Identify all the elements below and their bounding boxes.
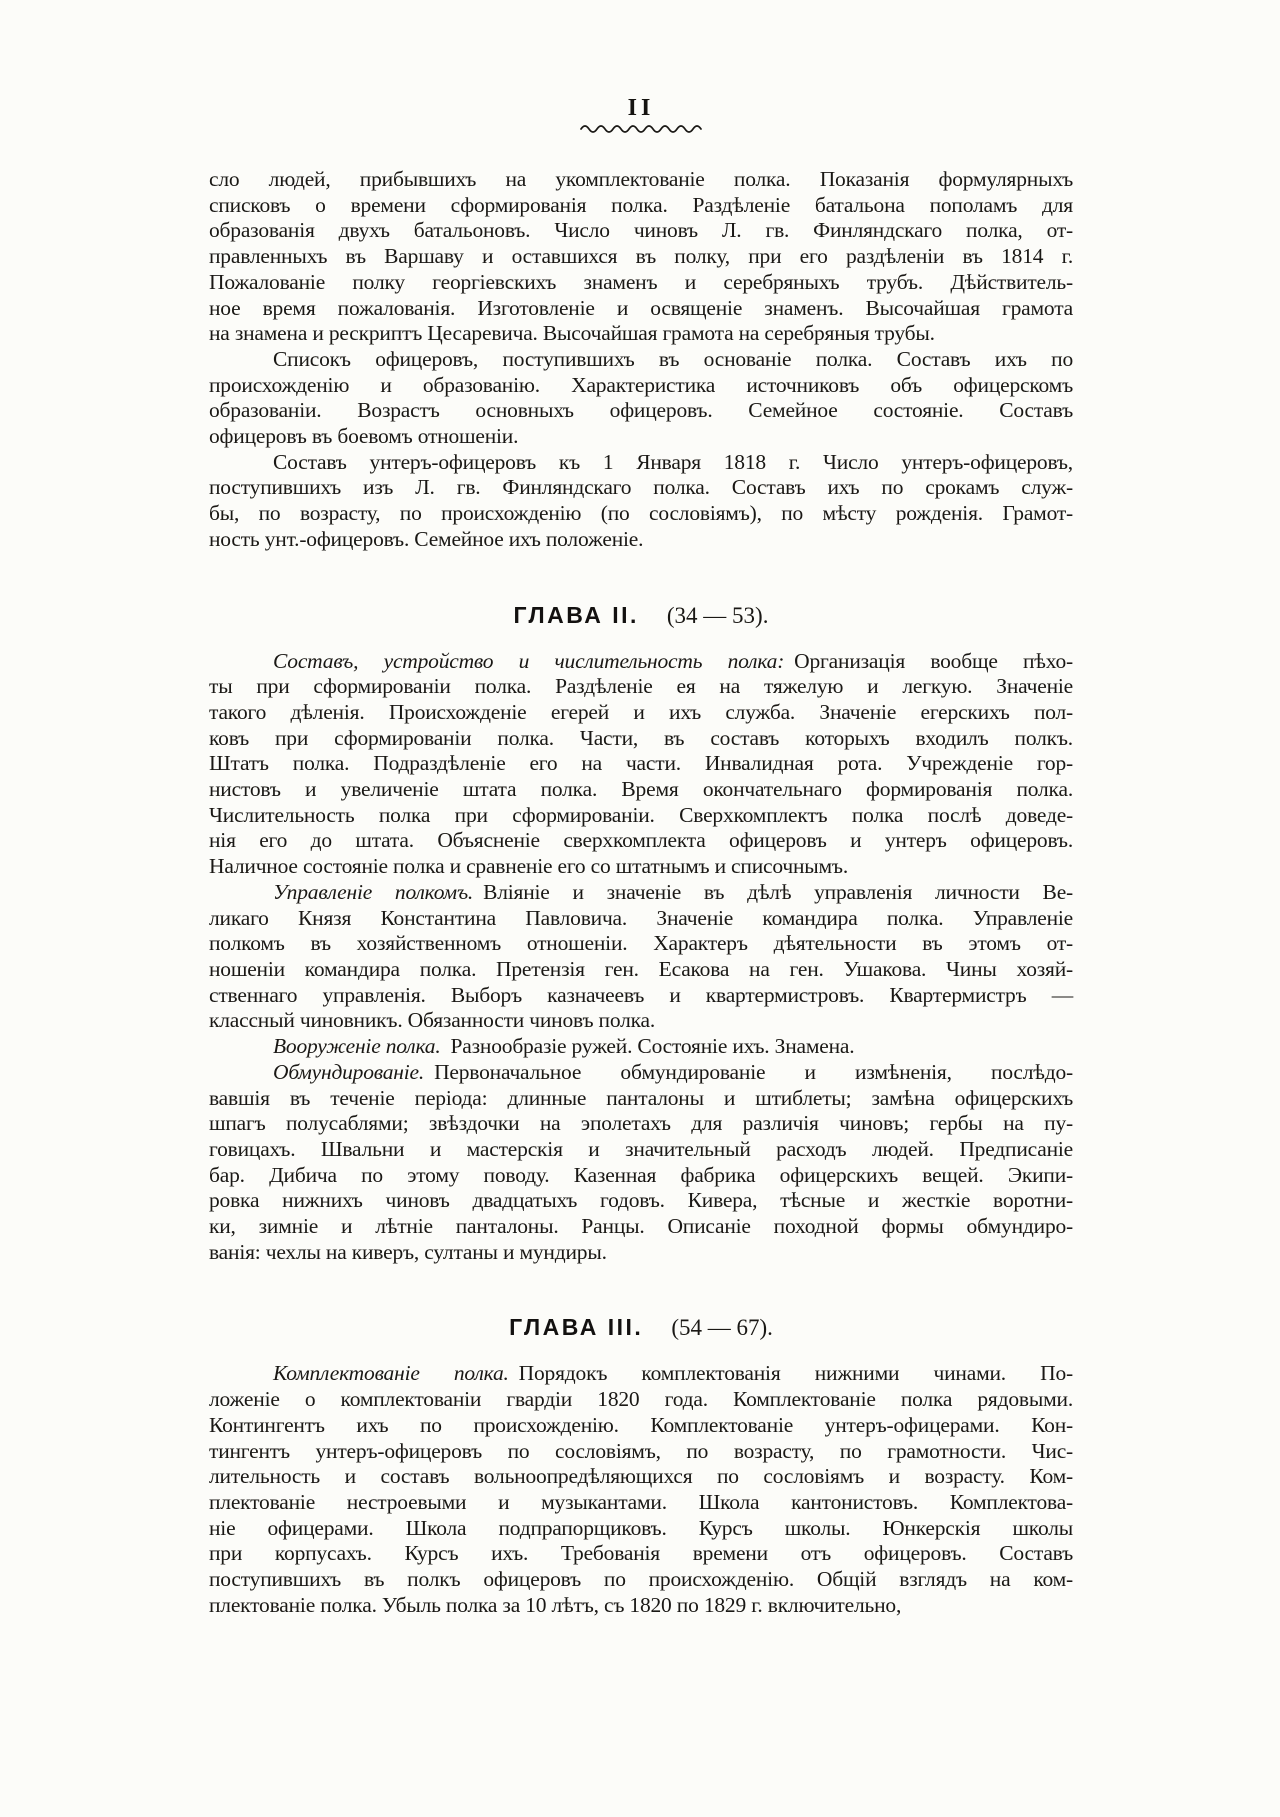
text-line: сло людей, прибывшихъ на укомплектованіе полка. Показанія формулярныхъ	[209, 167, 1073, 191]
text-segment: Вліяніе и значеніе въ дѣлѣ управленія личности Ве-	[483, 879, 1073, 904]
page-content	[209, 167, 1073, 1618]
chapter-page-range: (54 — 67).	[671, 1315, 773, 1341]
text-line: ванія: чехлы на киверъ, султаны и мундиры.	[209, 1239, 607, 1264]
italic-topic-lead: Составъ, устройство и числительность полка:	[273, 648, 785, 673]
paragraph	[209, 880, 1073, 1034]
text-line: ковъ при сформированіи полка. Части, въ составъ которыхъ входилъ полкъ.	[209, 725, 1073, 750]
text-line	[209, 649, 1073, 675]
chapter-heading-label: ГЛАВА II.	[513, 601, 639, 628]
text-line: Наличное состояніе полка и сравненіе его со штатнымъ и списочнымъ.	[209, 854, 849, 879]
text-line	[209, 1361, 1073, 1387]
chapter-heading	[209, 1311, 1073, 1344]
paragraph	[209, 1361, 1073, 1618]
text-line: говицахъ. Швальни и мастерскія и значительный расходъ людей. Предписаніе	[209, 1136, 1073, 1161]
wavy-divider	[579, 123, 703, 133]
text-line: классный чиновникъ. Обязанности чиновъ полка.	[209, 1008, 656, 1033]
text-line: тингентъ унтеръ-офицеровъ по сословіямъ, по возрасту, по грамотности. Чис-	[209, 1438, 1073, 1463]
text-line: Составъ унтеръ-офицеровъ къ 1 Января 1818 г. Число унтеръ-офицеровъ,	[273, 449, 1073, 474]
text-line	[209, 880, 1073, 906]
text-line: происхожденію и образованію. Характеристика источниковъ объ офицерскомъ	[209, 372, 1073, 397]
text-line: плектованіе полка. Убыль полка за 10 лѣтъ, съ 1820 по 1829 г. включительно,	[209, 1592, 902, 1617]
text-segment: Организація вообще пѣхо-	[794, 648, 1073, 673]
italic-topic-lead: Управленіе полкомъ.	[273, 879, 474, 904]
italic-topic-lead: Вооруженіе полка.	[273, 1034, 441, 1059]
text-line: бар. Дибича по этому поводу. Казенная фабрика офицерскихъ вещей. Экипи-	[209, 1162, 1073, 1187]
text-line: ное время пожалованія. Изготовленіе и освященіе знаменъ. Высочайшая грамота	[209, 295, 1073, 320]
text-line: ношеніи командира полка. Претензія ген. Есакова на ген. Ушакова. Чины хозяй-	[209, 956, 1073, 981]
text-line	[209, 1060, 1073, 1086]
paragraph	[209, 347, 1073, 450]
text-line: образованіи. Возрастъ основныхъ офицеровъ. Семейное состояніе. Составъ	[209, 398, 1073, 423]
text-line: на знамена и рескриптъ Цесаревича. Высочайшая грамота на серебряныя трубы.	[209, 321, 935, 346]
text-line: ность унт.-офицеровъ. Семейное ихъ положеніе.	[209, 526, 644, 551]
text-line: ложеніе о комплектованіи гвардіи 1820 года. Комплектованіе полка рядовыми.	[209, 1387, 1073, 1412]
text-line: ликаго Князя Константина Павловича. Значеніе командира полка. Управленіе	[209, 905, 1073, 930]
text-line: поступившихъ въ полкъ офицеровъ по происхожденію. Общій взглядъ на ком-	[209, 1567, 1073, 1592]
text-segment: Порядокъ комплектованія нижними чинами. По-	[518, 1361, 1073, 1386]
paragraph	[209, 450, 1073, 553]
text-line: Контингентъ ихъ по происхожденію. Комплектованіе унтеръ-офицерами. Кон-	[209, 1412, 1073, 1437]
text-line: офицеровъ въ боевомъ отношеніи.	[209, 424, 519, 449]
text-line: при корпусахъ. Курсъ ихъ. Требованія времени отъ офицеровъ. Составъ	[209, 1541, 1073, 1566]
text-line: списковъ о времени сформированія полка. Раздѣленіе батальона пополамъ для	[209, 192, 1073, 217]
text-line: плектованіе нестроевыми и музыкантами. Школа кантонистовъ. Комплектова-	[209, 1489, 1073, 1514]
paragraph	[209, 1060, 1073, 1266]
text-line: вавшія въ теченіе періода: длинные панталоны и штиблеты; замѣна офицерскихъ	[209, 1085, 1073, 1110]
text-line: Числительность полка при сформированіи. Сверхкомплектъ полка послѣ доведе-	[209, 802, 1073, 827]
text-line: такого дѣленія. Происхожденіе егерей и ихъ служба. Значеніе егерскихъ пол-	[209, 699, 1073, 724]
text-line: ніе офицерами. Школа подпрапорщиковъ. Курсъ школы. Юнкерскія школы	[209, 1515, 1073, 1540]
text-line: правленныхъ въ Варшаву и оставшихся въ полку, при его раздѣленіи въ 1814 г.	[209, 244, 1073, 269]
text-line: Списокъ офицеровъ, поступившихъ въ основаніе полка. Составъ ихъ по	[273, 346, 1073, 371]
paragraph	[209, 1034, 1073, 1060]
text-line	[209, 1034, 1073, 1060]
text-line: нистовъ и увеличеніе штата полка. Время окончательнаго формированія полка.	[209, 777, 1073, 802]
italic-topic-lead: Обмундированіе.	[273, 1059, 425, 1084]
text-line: образованія двухъ батальоновъ. Число чиновъ Л. гв. Финляндскаго полка, от-	[209, 218, 1073, 243]
text-line: шпагъ полусаблями; звѣздочки на эполетахъ для различія чиновъ; гербы на пу-	[209, 1111, 1073, 1136]
text-line: ты при сформированіи полка. Раздѣленіе ея на тяжелую и легкую. Значеніе	[209, 674, 1073, 699]
paragraph	[209, 167, 1073, 347]
text-line: Штатъ полка. Подраздѣленіе его на части. Инвалидная рота. Учрежденіе гор-	[209, 751, 1073, 776]
text-line: нія его до штата. Объясненіе сверхкомплекта офицеровъ и унтеръ офицеровъ.	[209, 828, 1073, 853]
text-line: ровка нижнихъ чиновъ двадцатыхъ годовъ. Кивера, тѣсные и жесткіе воротни-	[209, 1188, 1073, 1213]
text-segment: Первоначальное обмундированіе и измѣненія, послѣдо-	[434, 1059, 1073, 1084]
chapter-heading-label: ГЛАВА III.	[509, 1314, 644, 1341]
text-line: лительность и составъ вольноопредѣляющихся по сословіямъ и возрасту. Ком-	[209, 1464, 1073, 1489]
text-line: Пожалованіе полку георгіевскихъ знаменъ и серебряныхъ трубъ. Дѣйствитель-	[209, 269, 1073, 294]
paragraph	[209, 649, 1073, 880]
chapter-heading	[209, 599, 1073, 632]
text-segment: Разнообразіе ружей. Состояніе ихъ. Знамена.	[450, 1034, 855, 1059]
page-number: II	[627, 95, 655, 121]
chapter-page-range: (34 — 53).	[666, 602, 769, 628]
text-line: бы, по возрасту, по происхожденію (по сословіямъ), по мѣсту рожденія. Грамот-	[209, 501, 1073, 526]
text-line: полкомъ въ хозяйственномъ отношеніи. Характеръ дѣятельности въ этомъ от-	[209, 931, 1073, 956]
text-line: поступившихъ изъ Л. гв. Финляндскаго полка. Составъ ихъ по срокамъ служ-	[209, 475, 1073, 500]
italic-topic-lead: Комплектованіе полка.	[273, 1361, 509, 1386]
text-line: ки, зимніе и лѣтніе панталоны. Ранцы. Описаніе походной формы обмундиро-	[209, 1214, 1073, 1239]
text-line: ственнаго управленія. Выборъ казначеевъ и квартермистровъ. Квартермистръ —	[209, 982, 1073, 1007]
